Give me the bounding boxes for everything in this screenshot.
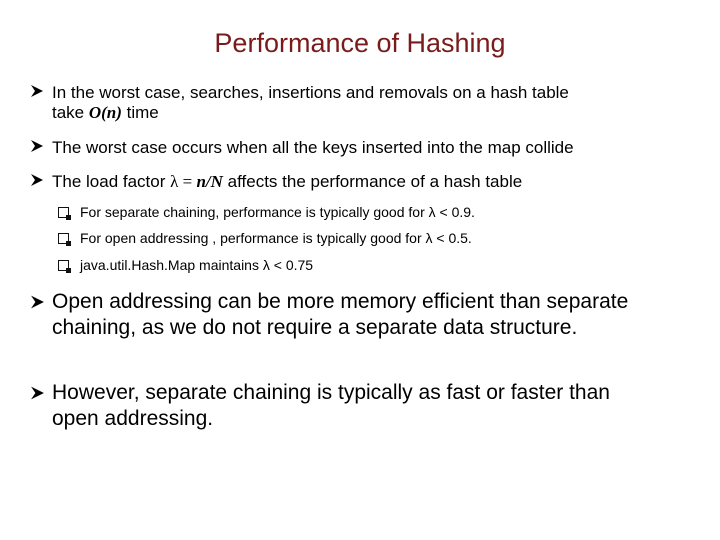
arrow-bullet-icon <box>30 83 52 99</box>
sub-bullet-text: java.util.Hash.Map maintains λ < 0.75 <box>80 257 314 273</box>
bullet-text: time <box>121 103 159 122</box>
sub-bullet-java-hashmap <box>58 256 678 274</box>
square-bullet-icon <box>58 207 69 218</box>
bullet-text: take <box>52 103 89 122</box>
square-bullet-icon <box>58 260 69 271</box>
slide-title: Performance of Hashing <box>214 28 506 58</box>
bullet-text: The worst case occurs when all the keys inserted into the map collide <box>52 138 574 157</box>
bullet-text: affects the performance of a hash table <box>222 172 523 191</box>
bullet-load-factor <box>30 172 690 192</box>
arrow-bullet-icon <box>30 138 52 154</box>
bullet-text: The load factor <box>52 172 171 191</box>
arrow-bullet-icon <box>30 380 52 402</box>
bullet-text: However, separate chaining is typically as fast or faster than open addressing. <box>52 381 610 430</box>
load-factor-formula: n/N <box>196 172 223 191</box>
bullet-memory-efficient <box>30 289 630 341</box>
sub-bullet-separate-chaining <box>58 203 678 221</box>
bullet-chaining-speed <box>30 380 650 432</box>
sub-bullet-open-addressing <box>58 229 678 247</box>
lambda-symbol: λ <box>170 172 179 191</box>
arrow-bullet-icon <box>30 289 52 311</box>
sub-bullet-text: For open addressing , performance is typically good for λ < 0.5. <box>80 230 472 246</box>
bullet-text: In the worst case, searches, insertions and removals on a hash table <box>52 83 569 102</box>
bullet-text: Open addressing can be more memory efficient than separate chaining, as we do not require a separate data structure. <box>52 290 629 339</box>
equals-sign: = <box>178 172 197 191</box>
bullet-collide <box>30 138 690 158</box>
square-bullet-icon <box>58 233 69 244</box>
sub-bullet-text: For separate chaining, performance is typically good for λ < 0.9. <box>80 204 475 220</box>
arrow-bullet-icon <box>30 172 52 188</box>
bullet-worst-case <box>30 83 690 123</box>
big-o-notation: O(n) <box>88 103 122 122</box>
